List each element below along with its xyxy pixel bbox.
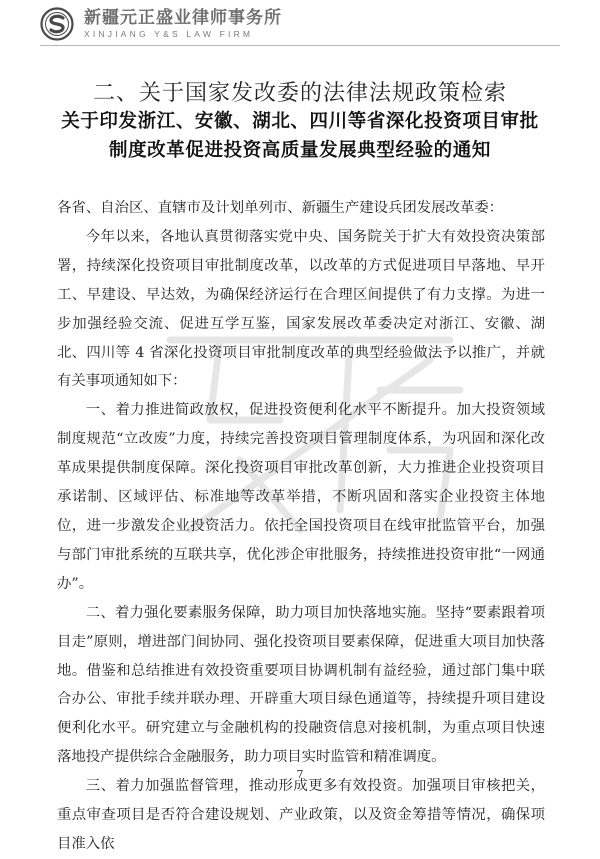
salutation-paragraph: 各省、自治区、直辖市及计划单列市、新疆生产建设兵团发展改革委：: [57, 200, 504, 216]
point-two-paragraph: 二、着力强化要素服务保障，助力项目加快落地实施。坚持“要素跟着项目走”原则，增进部门间协同、强化投资项目要素保障，促进重大项目加快落地。借鉴和总结推进有效投资重要项目协调机制有益经验，通过部门集中联合办公、审批手续并联办理、开辟重大项目绿色通道等，持续提升项目建设便利化水平。研究建立与金融机构的投融资信息对接机制，为重点项目快速落地投产提供综合金融服务，助力项目实时监管和精准调度。: [57, 604, 545, 766]
firm-logo-icon: [40, 7, 74, 41]
intro-paragraph: 今年以来，各地认真贯彻落实党中央、国务院关于扩大有效投资决策部署，持续深化投资项目审批制度改革，以改革的方式促进项目早落地、早开工、早建设、早达效，为确保经济运行在合理区间提供了有力支撑。为进一步加强经验交流、促进互学互鉴，国家发展改革委决定对浙江、安徽、湖北、四川等 4 省深化投资项目审批制度改革的典型经验做法予以推广，并就有关事项通知如下：: [57, 228, 545, 390]
firm-name-en: XINJIANG Y&S LAW FIRM: [84, 28, 254, 39]
page-number: 7: [296, 768, 304, 781]
document-title-line-2: 制度改革促进投资高质量发展典型经验的通知: [108, 140, 491, 161]
point-one-paragraph: 一、着力推进简政放权，促进投资便利化水平不断提升。加大投资领域制度规范“立改废”力度，持续完善投资项目管理制度体系，为巩固和深化改革成果提供制度保障。深化投资项目审批改革创新，大力推进企业投资项目承诺制、区域评估、标准地等改革举措，不断巩固和落实企业投资主体地位，进一步激发企业投资活力。依托全国投资项目在线审批监管平台，加强与部门审批系统的互联共享，优化涉企审批服务，持续推进投资审批“一网通办”。: [57, 402, 545, 592]
point-three-paragraph: 三、着力加强监督管理，推动形成更多有效投资。加强项目审核把关，重点审查项目是否符合建设规划、产业政策，以及资金筹措等情况，确保项目准入依: [57, 778, 545, 852]
section-title: 二、关于国家发改委的法律法规政策检索: [92, 81, 507, 106]
firm-name-block: [84, 7, 282, 39]
document-title-line-1: 关于印发浙江、安徽、湖北、四川等省深化投资项目审批: [61, 111, 539, 132]
letterhead: [40, 6, 560, 42]
header-divider: [40, 45, 560, 46]
firm-name-cn: 新疆元正盛业律师事务所: [84, 7, 282, 28]
document-body: [57, 194, 545, 859]
